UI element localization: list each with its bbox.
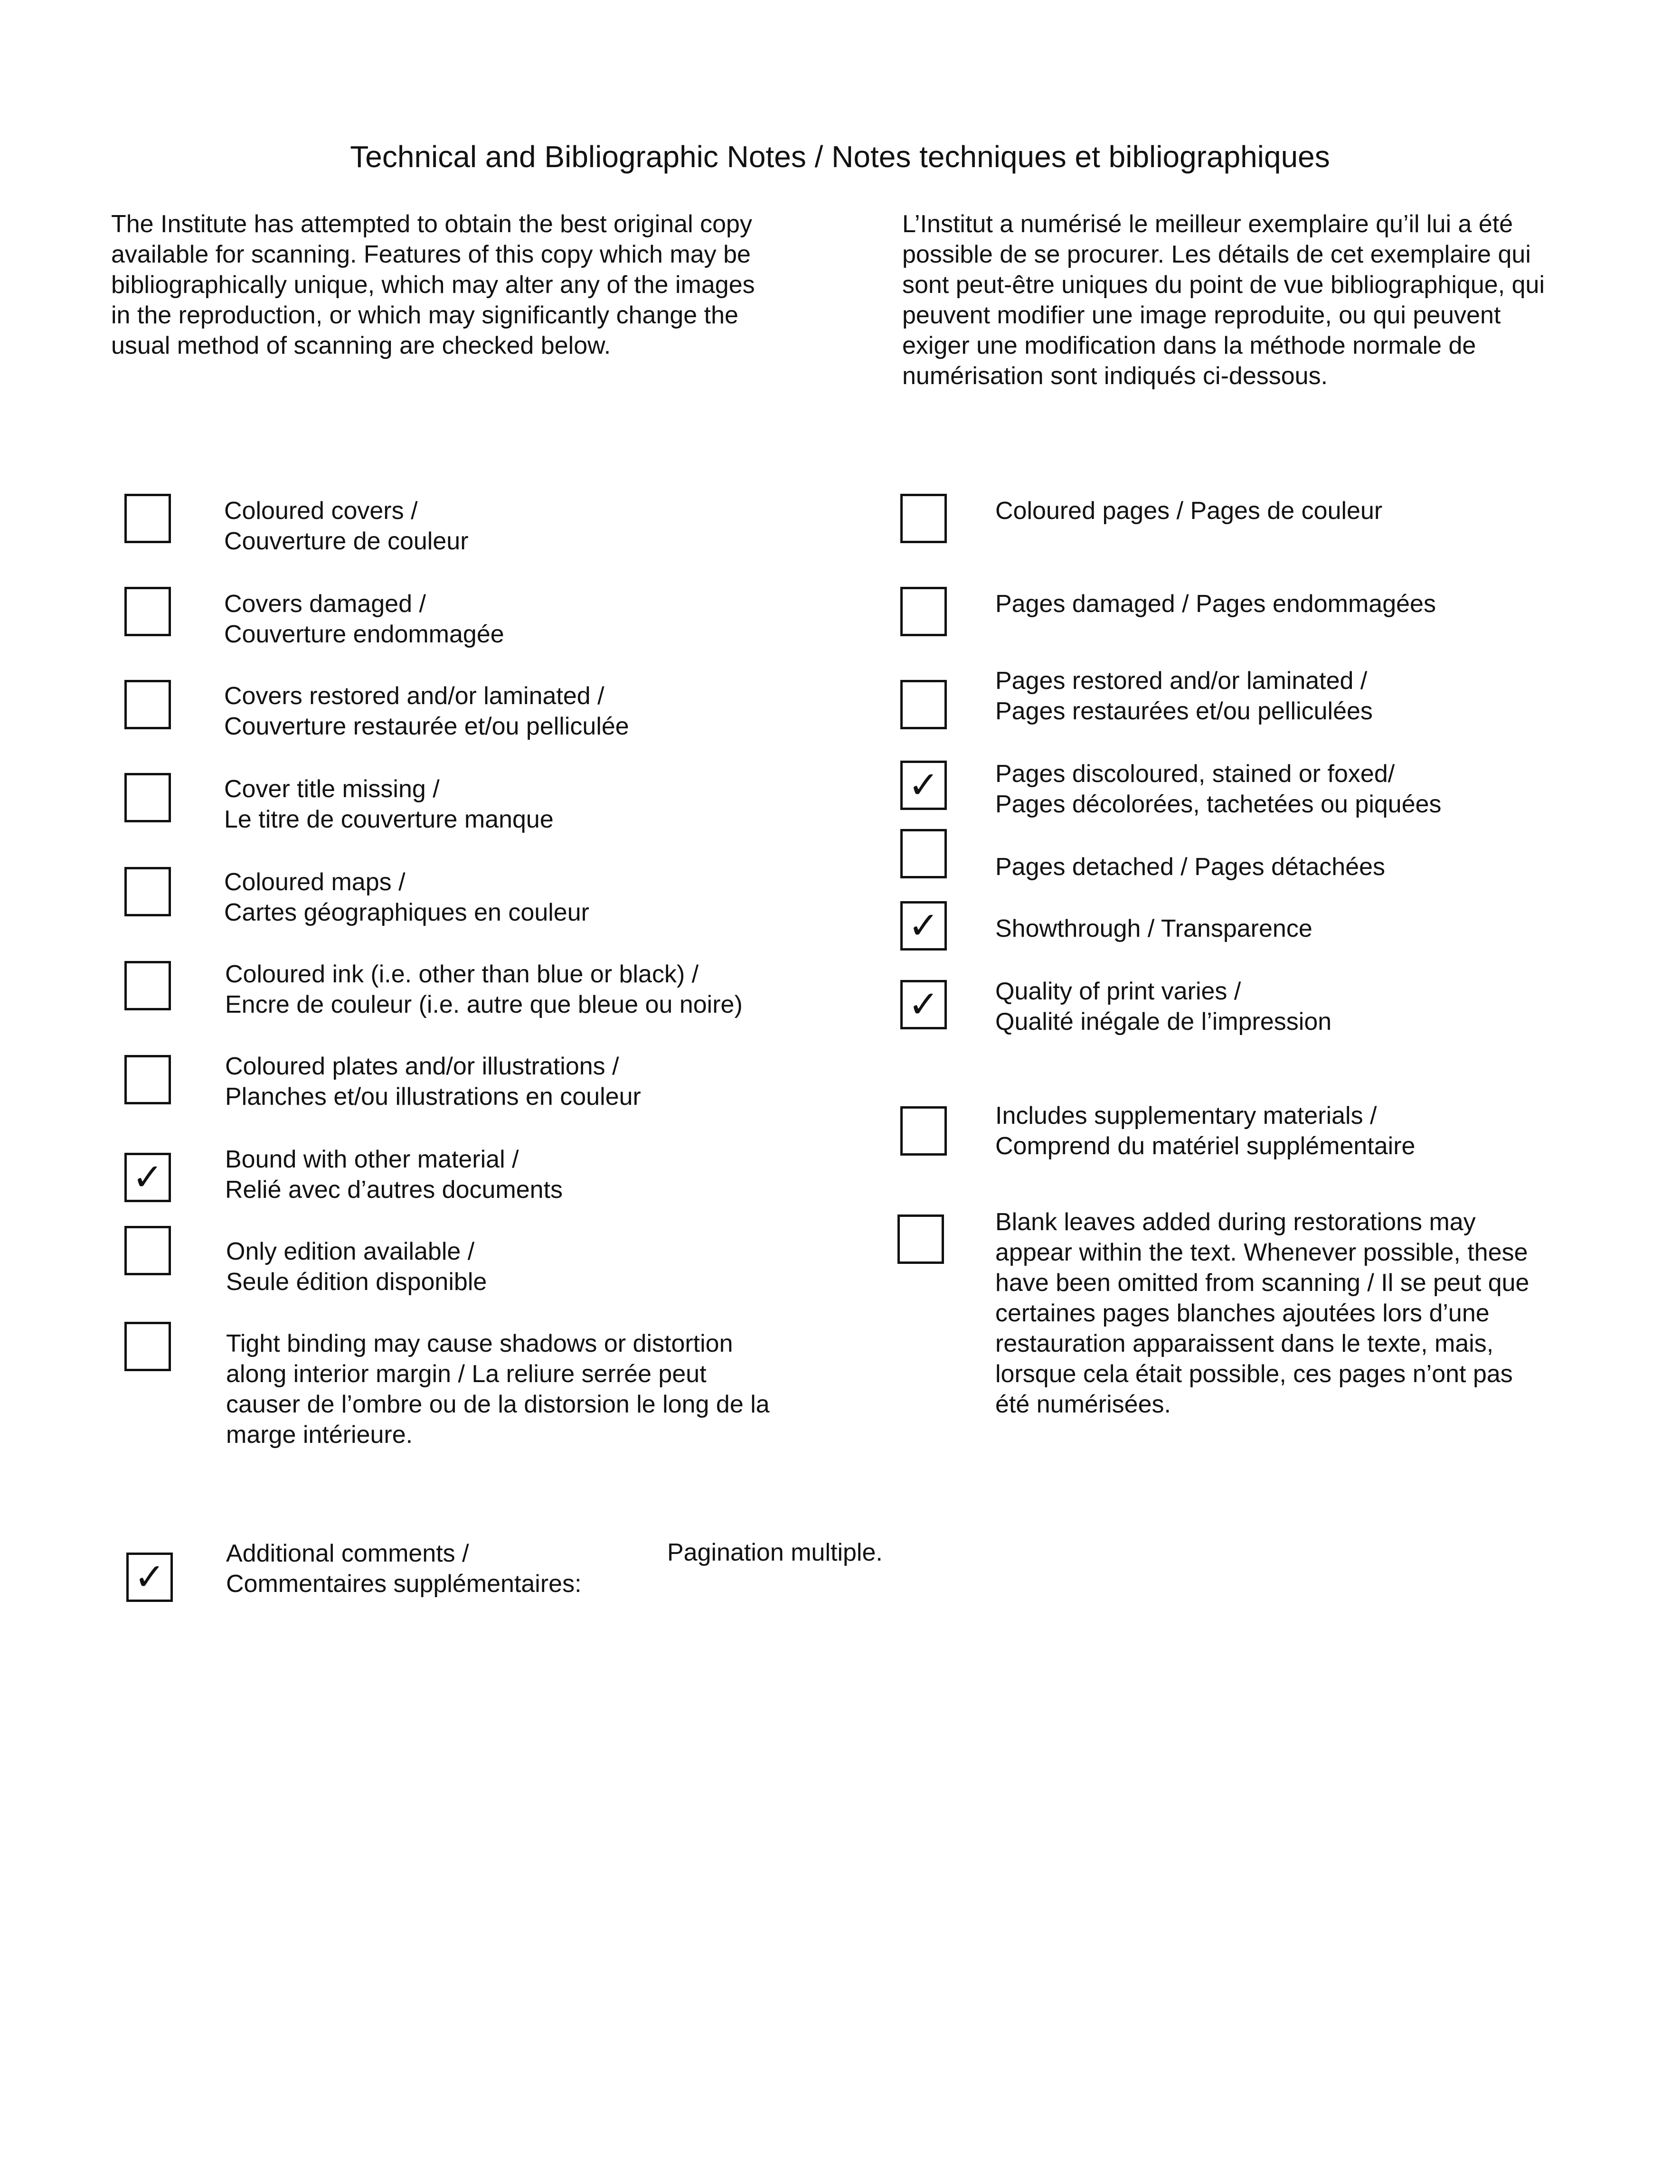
checkmark-icon: ✓ xyxy=(908,983,939,1026)
label-tight-binding: Tight binding may cause shadows or distortion along interior margin / La reliure serrée peut causer de l’ombre ou de la distorsion le long de la marge intérieure. xyxy=(226,1330,770,1449)
checkbox-covers-damaged[interactable] xyxy=(124,587,171,636)
checkmark-icon: ✓ xyxy=(908,904,939,947)
checkbox-covers-restored[interactable] xyxy=(124,680,171,729)
checkbox-cover-title-missing[interactable] xyxy=(124,773,171,822)
checkbox-pages-discoloured[interactable] xyxy=(900,761,947,810)
label-pages-detached: Pages detached / Pages détachées xyxy=(995,853,1386,881)
checkbox-tight-binding[interactable] xyxy=(124,1322,171,1371)
checkbox-coloured-covers[interactable] xyxy=(124,494,171,543)
label-showthrough: Showthrough / Transparence xyxy=(995,915,1312,942)
label-bound-with-other-material: Bound with other material / Relié avec d’autres documents xyxy=(225,1146,563,1204)
label-pages-discoloured: Pages discoloured, stained or foxed/ Pages décolorées, tachetées ou piquées xyxy=(995,760,1442,818)
label-coloured-pages: Coloured pages / Pages de couleur xyxy=(995,497,1383,525)
intro-english: The Institute has attempted to obtain the best original copy available for scanning. Features of this copy which may be bibliographically unique, which may alter any of the images in the reproduction, or which may significantly change the usual method of scanning are checked below. xyxy=(111,210,755,359)
checkbox-additional-comments[interactable] xyxy=(126,1553,173,1602)
label-coloured-covers: Coloured covers / Couverture de couleur xyxy=(224,497,469,555)
label-coloured-maps: Coloured maps / Cartes géographiques en couleur xyxy=(224,868,589,926)
checkbox-supplementary-materials[interactable] xyxy=(900,1106,947,1156)
additional-comments-value: Pagination multiple. xyxy=(667,1539,883,1566)
checkbox-quality-of-print[interactable] xyxy=(900,980,947,1029)
label-only-edition-available: Only edition available / Seule édition disponible xyxy=(226,1238,487,1296)
checkbox-blank-leaves[interactable] xyxy=(897,1214,944,1264)
label-pages-restored: Pages restored and/or laminated / Pages restaurées et/ou pelliculées xyxy=(995,667,1373,725)
label-blank-leaves: Blank leaves added during restorations may appear within the text. Whenever possible, these have been omitted from scanning / Il se peut que certaines pages blanches ajoutées lors d’une restauration apparaissent dans le texte, mais, lorsque cela était possible, ces pages n’ont pas été numérisées. xyxy=(995,1208,1529,1418)
checkbox-pages-detached[interactable] xyxy=(900,829,947,878)
label-cover-title-missing: Cover title missing / Le titre de couverture manque xyxy=(224,775,554,833)
checkbox-coloured-plates[interactable] xyxy=(124,1055,171,1104)
checkmark-icon: ✓ xyxy=(134,1556,165,1599)
checkbox-pages-damaged[interactable] xyxy=(900,587,947,636)
checkmark-icon: ✓ xyxy=(908,764,939,807)
checkbox-bound-with-other-material[interactable] xyxy=(124,1153,171,1202)
label-coloured-ink: Coloured ink (i.e. other than blue or black) / Encre de couleur (i.e. autre que bleue ou noire) xyxy=(225,960,743,1018)
label-supplementary-materials: Includes supplementary materials / Comprend du matériel supplémentaire xyxy=(995,1102,1416,1160)
checkbox-showthrough[interactable] xyxy=(900,901,947,951)
checkbox-coloured-maps[interactable] xyxy=(124,867,171,916)
label-pages-damaged: Pages damaged / Pages endommagées xyxy=(995,590,1436,618)
checkmark-icon: ✓ xyxy=(132,1156,163,1199)
label-quality-of-print: Quality of print varies / Qualité inégale de l’impression xyxy=(995,978,1332,1036)
label-coloured-plates: Coloured plates and/or illustrations / Planches et/ou illustrations en couleur xyxy=(225,1053,641,1111)
label-covers-damaged: Covers damaged / Couverture endommagée xyxy=(224,590,504,648)
page-title: Technical and Bibliographic Notes / Notes techniques et bibliographiques xyxy=(350,140,1330,174)
label-additional-comments: Additional comments / Commentaires supplémentaires: xyxy=(226,1540,582,1598)
intro-french: L’Institut a numérisé le meilleur exemplaire qu’il lui a été possible de se procurer. Les détails de cet exemplaire qui sont peut-être uniques du point de vue bibliographique, qui peuvent modifier une image reproduite, ou qui peuvent exiger une modification dans la méthode normale de numérisation sont indiqués ci-dessous. xyxy=(902,210,1545,390)
checkbox-pages-restored[interactable] xyxy=(900,680,947,729)
checkbox-coloured-ink[interactable] xyxy=(124,961,171,1010)
checkbox-only-edition-available[interactable] xyxy=(124,1226,171,1275)
label-covers-restored: Covers restored and/or laminated / Couverture restaurée et/ou pelliculée xyxy=(224,682,629,740)
checkbox-coloured-pages[interactable] xyxy=(900,494,947,543)
